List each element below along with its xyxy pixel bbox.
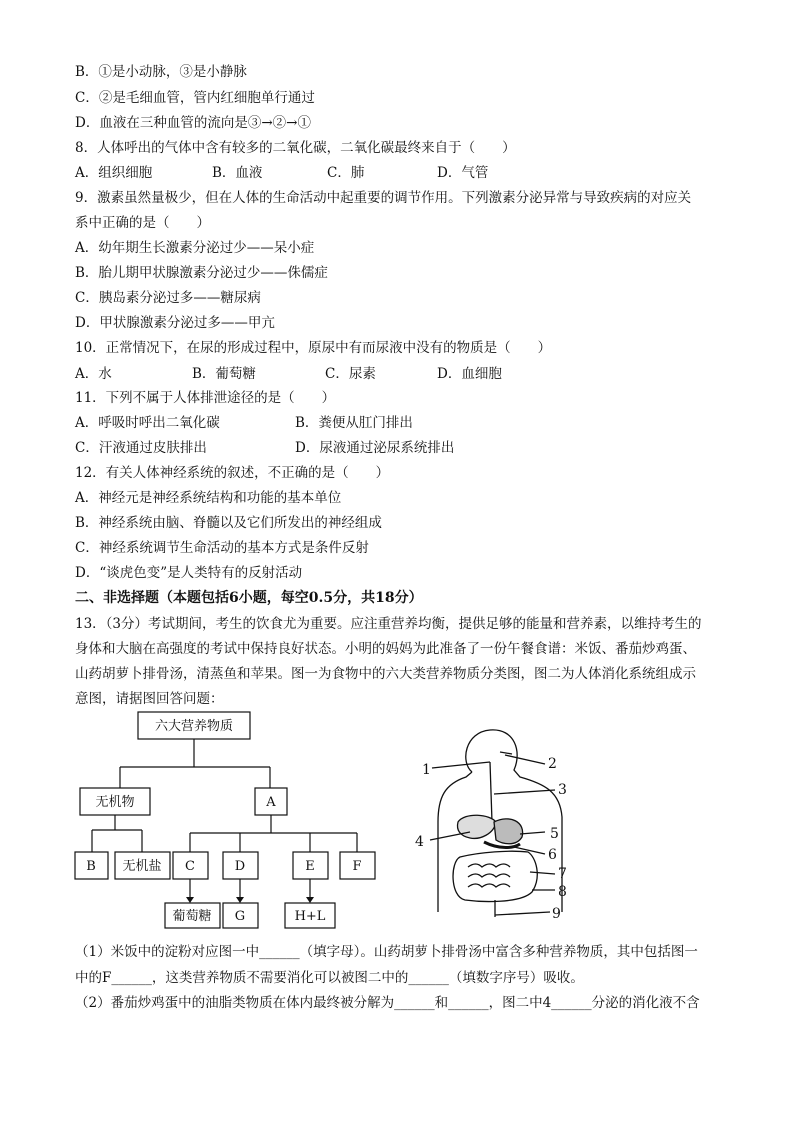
question-11: 11．下列不属于人体排泄途径的是（ ）: [75, 390, 336, 406]
mouth: [500, 752, 512, 754]
label-1: 1: [422, 762, 431, 778]
q12-option-a: A．神经元是神经系统结构和功能的基本单位: [75, 490, 342, 506]
question-12: 12．有关人体神经系统的叙述，不正确的是（ ）: [75, 465, 390, 481]
label-5: 5: [550, 826, 559, 842]
q12-option-d: D．“谈虎色变”是人类特有的反射活动: [75, 565, 303, 581]
label-6: 6: [548, 847, 557, 863]
q11-option-c: C．汗液通过皮肤排出: [75, 440, 207, 456]
leaf-label: B: [86, 859, 96, 874]
question-10: 10．正常情况下，在尿的形成过程中，原尿中有而尿液中没有的物质是（ ）: [75, 340, 552, 356]
q9-option-a: A．幼年期生长激素分泌过少——呆小症: [75, 240, 315, 256]
question-13-line3: 山药胡萝卜排骨汤，清蒸鱼和苹果。图一为食物中的六大类营养物质分类图，图二为人体消化系统组成示: [75, 666, 696, 682]
label-7: 7: [558, 866, 567, 882]
sub-question-1: （1）米饭中的淀粉对应图一中______（填字母）。山药胡萝卜排骨汤中富含多种营养物质，其中包括图一: [75, 944, 698, 960]
label-2: 2: [548, 756, 557, 772]
arrow-head: [306, 897, 314, 903]
arrow-head: [186, 897, 194, 903]
option-d-q7: D．血液在三种血管的流向是③→②→①: [75, 115, 311, 131]
inorganic-label: 无机物: [95, 795, 135, 810]
label-4: 4: [415, 834, 424, 850]
option-c-q7: C．②是毛细血管，管内红细胞单行通过: [75, 90, 315, 106]
q8-option-a: A．组织细胞: [75, 165, 153, 181]
question-9: 9．激素虽然量极少，但在人体的生命活动中起重要的调节作用。下列激素分泌异常与导致疾病的对应关: [75, 190, 692, 206]
question-13-line2: 身体和大脑在高强度的考试中保持良好状态。小明的妈妈为此准备了一份午餐食谱：米饭、番茄炒鸡蛋、: [75, 641, 696, 657]
figure1-nutrient-tree: [70, 708, 380, 933]
q9-option-b: B．胎儿期甲状腺激素分泌过少——侏儒症: [75, 265, 328, 281]
figure2-digestive-system: [410, 722, 590, 922]
product-label: G: [234, 909, 246, 924]
leaf-label: C: [185, 859, 195, 874]
leaf-label: F: [352, 859, 362, 874]
label-8: 8: [558, 884, 567, 900]
q10-option-a: A．水: [75, 366, 112, 382]
question-9-cont: 系中正确的是（ ）: [75, 215, 210, 231]
q10-option-d: D．血细胞: [437, 366, 502, 382]
q9-option-c: C．胰岛素分泌过多——糖尿病: [75, 290, 261, 306]
sub-question-1-cont: 中的F______，这类营养物质不需要消化可以被图二中的______（填数字序号）吸收。: [75, 970, 584, 986]
q9-option-d: D．甲状腺激素分泌过多——甲亢: [75, 315, 275, 331]
liver: [458, 815, 497, 838]
q8-option-c: C．肺: [327, 165, 365, 181]
q10-option-c: C．尿素: [325, 366, 376, 382]
q11-option-a: A．呼吸时呼出二氧化碳: [75, 415, 220, 431]
question-8: 8．人体呼出的气体中含有较多的二氧化碳，二氧化碳最终来自于（ ）: [75, 140, 516, 156]
question-13-line4: 意图，请据图回答问题：: [75, 691, 224, 707]
q11-option-d: D．尿液通过泌尿系统排出: [295, 440, 455, 456]
label-9: 9: [552, 906, 561, 922]
option-b-q7: B．①是小动脉，③是小静脉: [75, 64, 247, 80]
product-label: H+L: [294, 909, 326, 924]
q12-option-c: C．神经系统调节生命活动的基本方式是条件反射: [75, 540, 369, 556]
section-heading: 二、非选择题（本题包括6小题，每空0.5分，共18分）: [75, 590, 423, 606]
root-label: 六大营养物质: [154, 719, 234, 734]
product-label: 葡萄糖: [172, 909, 212, 924]
q12-option-b: B．神经系统由脑、脊髓以及它们所发出的神经组成: [75, 515, 382, 531]
q8-option-d: D．气管: [437, 165, 489, 181]
question-13: 13．（3分）考试期间，考生的饮食尤为重要。应注重营养均衡，提供足够的能量和营养素，以维持考生的: [75, 616, 702, 632]
q8-option-b: B．血液: [212, 165, 263, 181]
leaf-label: D: [234, 859, 246, 874]
label-3: 3: [558, 782, 567, 798]
small-intestine: [468, 864, 510, 887]
organic-label: A: [266, 795, 276, 810]
q10-option-b: B．葡萄糖: [192, 366, 256, 382]
leaf-label: 无机盐: [122, 859, 162, 874]
arrow-head: [236, 897, 244, 903]
stomach: [494, 819, 523, 844]
q11-option-b: B．粪便从肛门排出: [295, 415, 413, 431]
leaf-label: E: [305, 859, 315, 874]
esophagus: [490, 762, 492, 822]
sub-question-2: （2）番茄炒鸡蛋中的油脂类物质在体内最终被分解为______和______，图二中4______分泌的消化液不含: [75, 995, 700, 1011]
